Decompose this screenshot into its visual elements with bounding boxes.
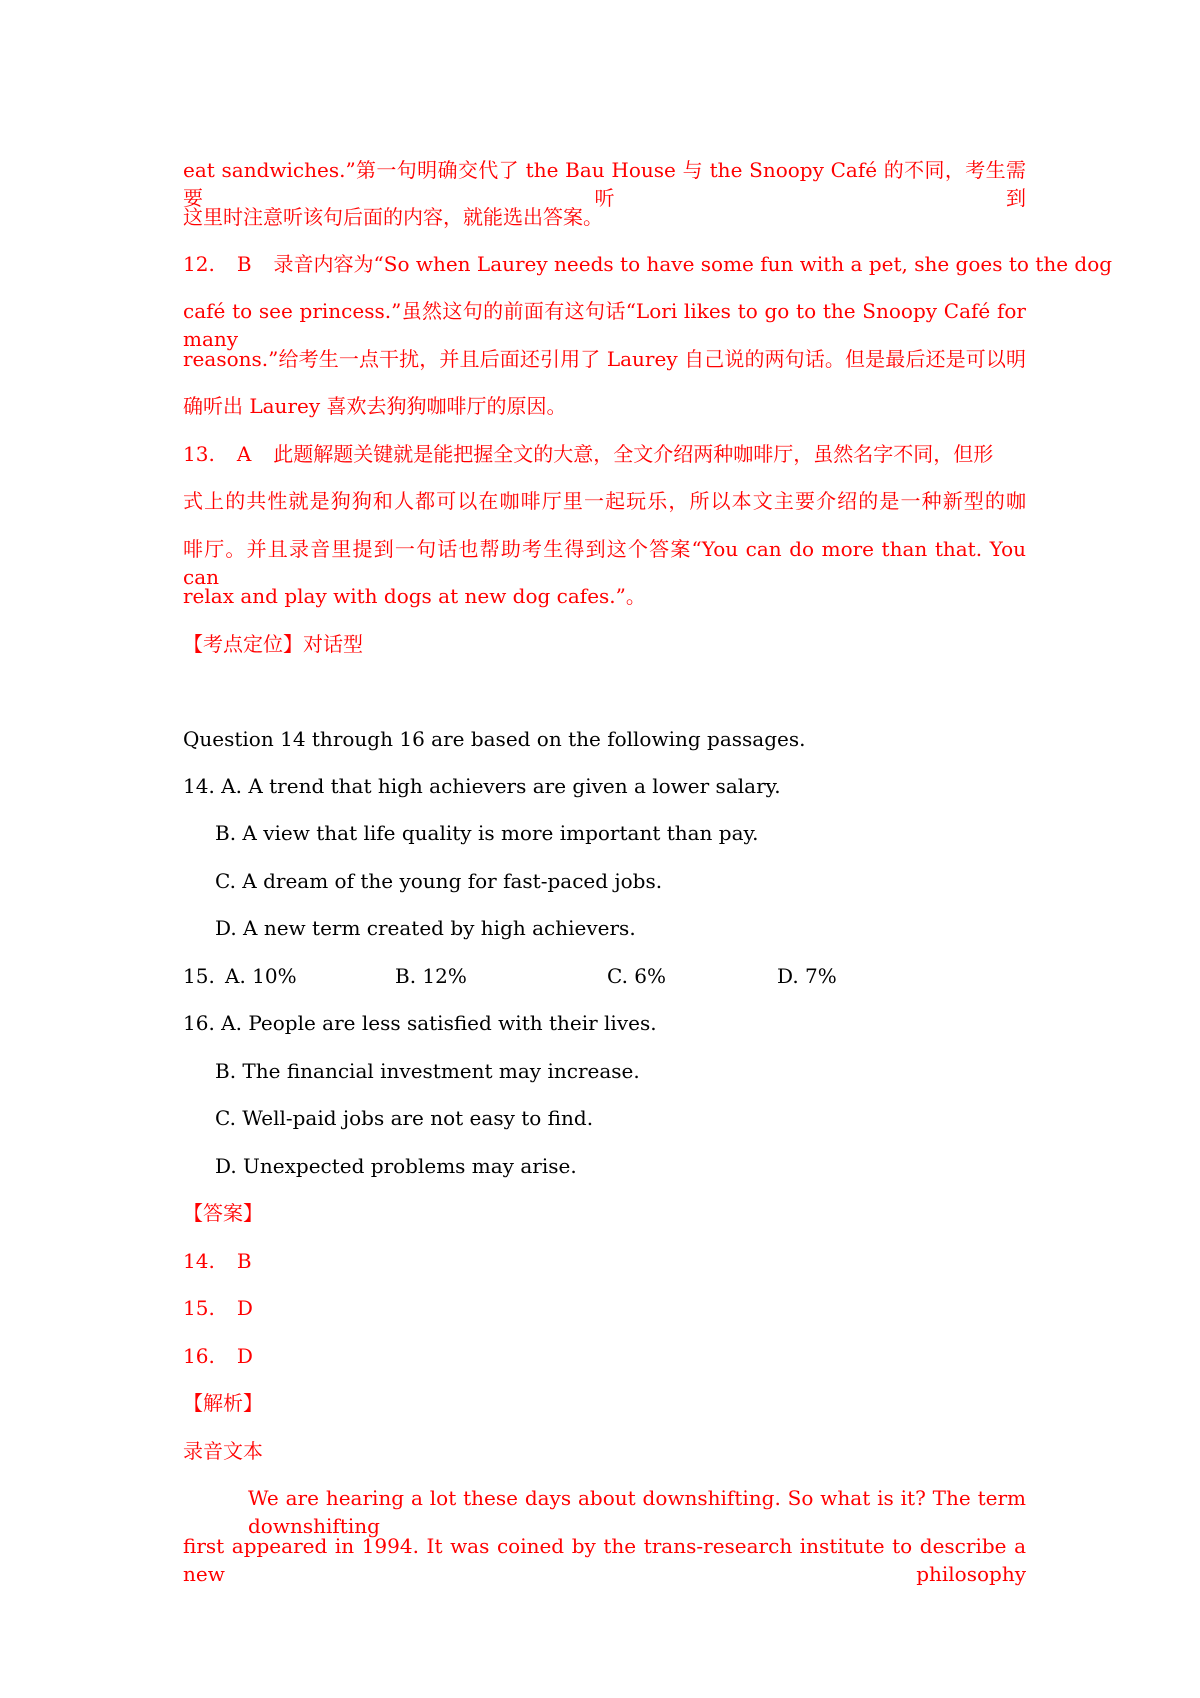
q13-explanation-text-1: 此题解题关键就是能把握全文的大意，全文介绍两种咖啡厅，虽然名字不同，但形: [273, 442, 994, 466]
q13-explanation-line-2: [183, 487, 1026, 515]
analysis-heading-text: 【解析】: [183, 1391, 263, 1415]
q16-a-text: A. People are less satisfied with their lives.: [221, 1011, 657, 1035]
q12-answer: B: [236, 252, 252, 276]
answer-15-value: D: [236, 1296, 253, 1320]
q16-d-text: D. Unexpected problems may arise.: [215, 1154, 577, 1178]
q14-option-a: [183, 772, 1026, 800]
answer-item-15: [183, 1294, 1026, 1322]
analysis-heading: [183, 1389, 1026, 1417]
transcript-label: [183, 1437, 1026, 1465]
q13-explanation-text-2: 式上的共性就是狗狗和人都可以在咖啡厅里一起玩乐，所以本文主要介绍的是一种新型的咖: [183, 489, 1026, 513]
section-intro: [183, 725, 1026, 753]
q15-d-text: D. 7%: [777, 964, 837, 988]
q14-label: 14.: [183, 774, 215, 798]
q16-option-c: [215, 1104, 1058, 1132]
q14-b-text: B. A view that life quality is more important than pay.: [215, 821, 759, 845]
q13-explanation-line-4: [183, 582, 1026, 610]
q16-c-text: C. Well-paid jobs are not easy to find.: [215, 1106, 594, 1130]
answer-16-num: 16.: [183, 1344, 215, 1368]
q16-option-d: [215, 1152, 1058, 1180]
answer-16-value: D: [236, 1344, 253, 1368]
q15-a-text: A. 10%: [225, 964, 297, 988]
transcript-line-2: [183, 1532, 1026, 1588]
q14-option-c: [215, 867, 1058, 895]
q15-c-text: C. 6%: [607, 964, 667, 988]
transcript-text-2: first appeared in 1994. It was coined by the trans-research institute to describe a new philosophy: [183, 1534, 1026, 1586]
q12-explanation-text-3: reasons.”给考生一点干扰，并且后面还引用了 Laurey 自己说的两句话。但是最后还是可以明: [183, 347, 1026, 371]
q15-options: [183, 962, 1026, 990]
answer-14-value: B: [236, 1249, 252, 1273]
transcript-text-1: We are hearing a lot these days about downshifting. So what is it? The term downshifting: [248, 1486, 1026, 1538]
q13-explanation-text-4: relax and play with dogs at new dog cafes.”。: [183, 584, 646, 608]
answer-14-num: 14.: [183, 1249, 215, 1273]
q16-option-a: [183, 1009, 1026, 1037]
q16-label: 16.: [183, 1011, 215, 1035]
answer-15-num: 15.: [183, 1296, 215, 1320]
answer-heading-text: 【答案】: [183, 1201, 263, 1225]
q14-option-d: [215, 914, 1058, 942]
q13-explanation-text-3: 啡厅。并且录音里提到一句话也帮助考生得到这个答案“You can do more than that. You can: [183, 537, 1026, 589]
q13-answer: A: [236, 442, 252, 466]
kaodian-label: 【考点定位】: [183, 632, 303, 656]
kaodian-value: 对话型: [303, 632, 363, 656]
q13-explanation-line-1: [183, 440, 1026, 468]
q12-explanation-text-1: 录音内容为“So when Laurey needs to have some fun with a pet, she goes to the dog: [273, 252, 1113, 276]
q14-d-text: D. A new term created by high achievers.: [215, 916, 636, 940]
prev-explanation-text-1: eat sandwiches.”第一句明确交代了 the Bau House 与 the Snoopy Café 的不同，考生需要听到: [183, 158, 1026, 210]
q16-b-text: B. The financial investment may increase.: [215, 1059, 640, 1083]
prev-explanation-line-2: [183, 203, 1026, 231]
q12-explanation-text-2: café to see princess.”虽然这句的前面有这句话“Lori likes to go to the Snoopy Café for many: [183, 299, 1026, 351]
q16-option-b: [215, 1057, 1058, 1085]
q12-explanation-line-4: [183, 392, 1026, 420]
q12-explanation-line-3: [183, 345, 1026, 373]
q13-number: 13.: [183, 442, 215, 466]
q12-explanation-text-4: 确听出 Laurey 喜欢去狗狗咖啡厅的原因。: [183, 394, 567, 418]
q14-a-text: A. A trend that high achievers are given a lower salary.: [221, 774, 781, 798]
answer-item-16: [183, 1342, 1026, 1370]
kaodian-line: [183, 630, 1026, 658]
q15-label: 15.: [183, 964, 215, 988]
answer-item-14: [183, 1247, 1026, 1275]
q12-number: 12.: [183, 252, 215, 276]
answer-heading: [183, 1199, 1026, 1227]
q12-explanation-line-1: [183, 250, 1113, 278]
transcript-label-text: 录音文本: [183, 1439, 263, 1463]
section-intro-text: Question 14 through 16 are based on the following passages.: [183, 727, 806, 751]
q14-c-text: C. A dream of the young for fast-paced jobs.: [215, 869, 663, 893]
q15-b-text: B. 12%: [395, 964, 467, 988]
q14-option-b: [215, 819, 1058, 847]
prev-explanation-text-2: 这里时注意听该句后面的内容，就能选出答案。: [183, 205, 603, 229]
